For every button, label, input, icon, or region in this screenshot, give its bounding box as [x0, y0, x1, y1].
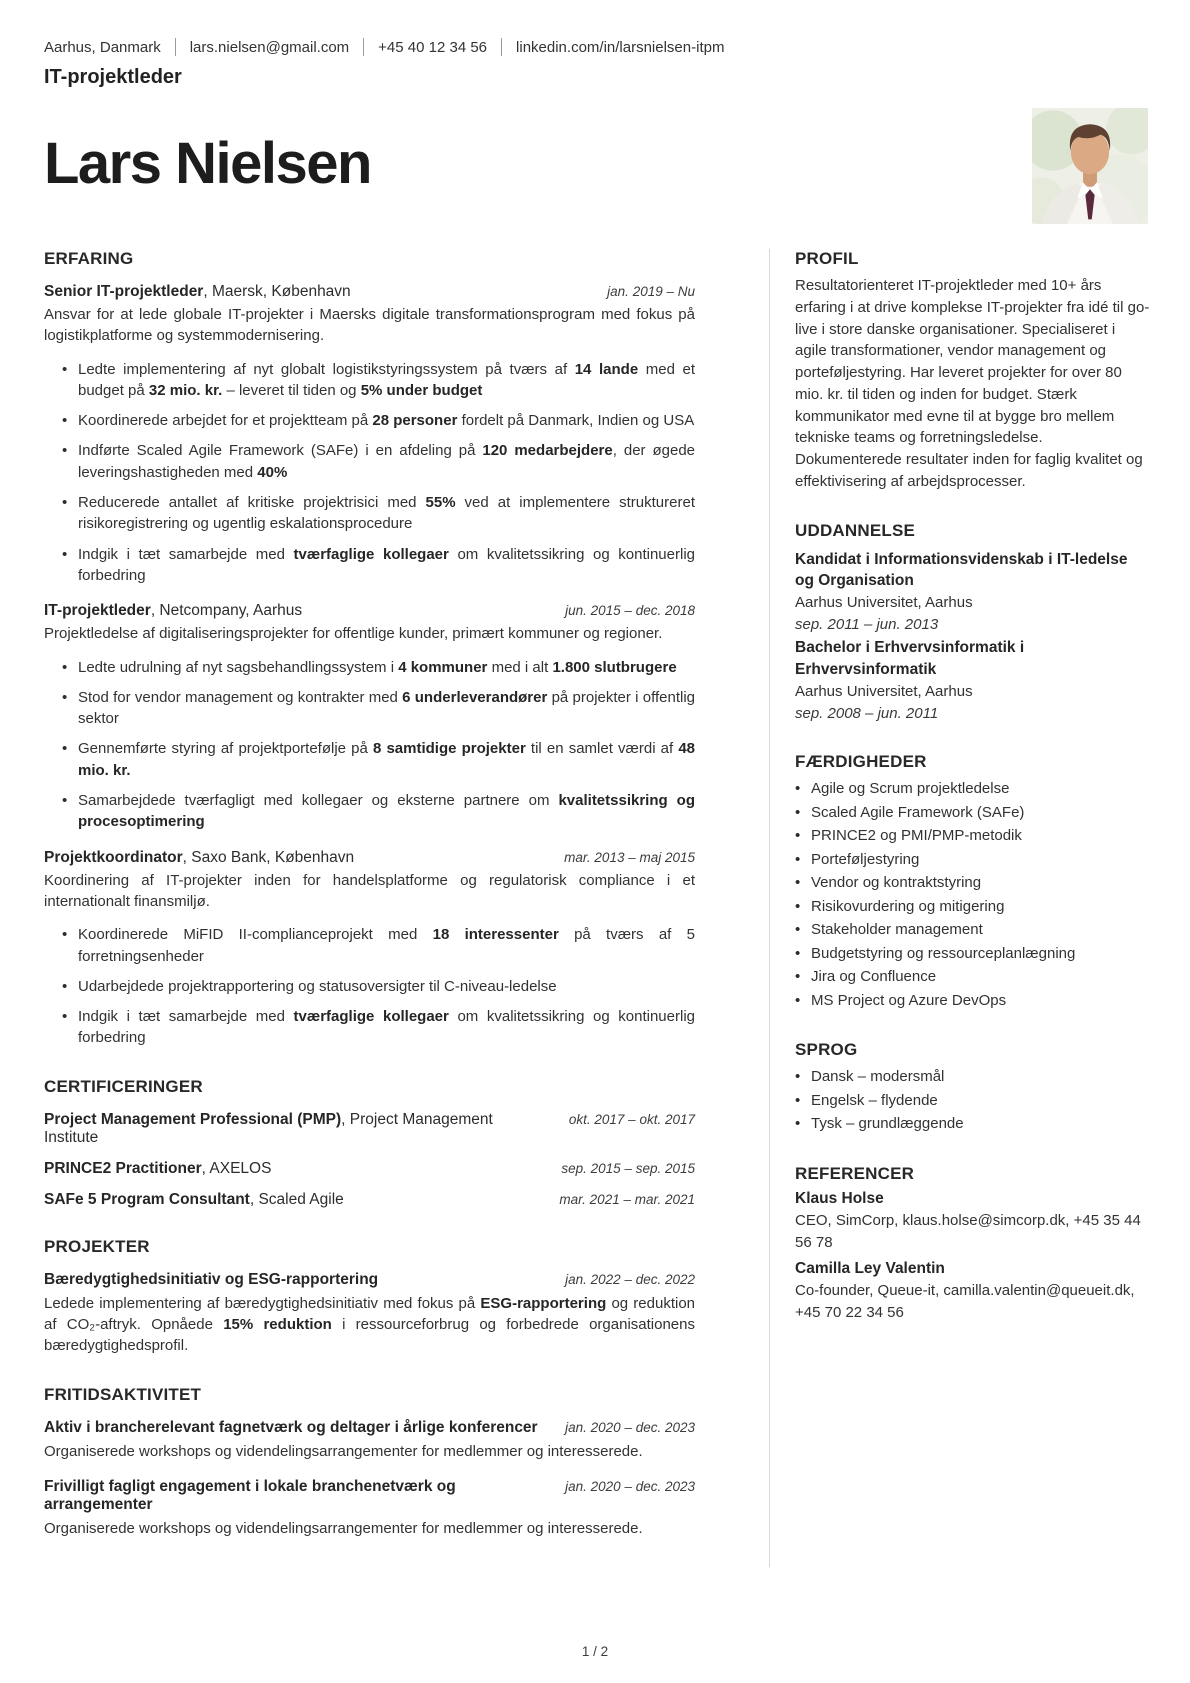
activity-description: Organiserede workshops og videndelingsarrangementer for medlemmer og interesserede.: [44, 1442, 643, 1460]
list-item: • Budgetstyring og ressourceplanlægning: [795, 943, 1150, 966]
list-item: • Udarbejdede projektrapportering og statusoversigter til C-niveau-ledelse: [62, 976, 695, 997]
list-item: • Stakeholder management: [795, 919, 1150, 942]
activity-dates: jan. 2020 – dec. 2023: [565, 1478, 695, 1494]
contact-email: lars.nielsen@gmail.com: [189, 38, 350, 56]
certification-issuer: , Scaled Agile: [249, 1190, 344, 1208]
job-role-subtitle: IT-projektleder: [44, 66, 182, 88]
list-item: • Ledte udrulning af nyt sagsbehandlingssystem i 4 kommuner med i alt 1.800 slutbrugere: [62, 657, 695, 678]
certification-title-line: [44, 1111, 551, 1147]
portrait-photo-illustration: [1032, 108, 1148, 224]
education-school: Aarhus Universitet, Aarhus: [795, 682, 973, 700]
section-heading-erfaring: ERFARING: [44, 249, 134, 268]
certification-name: PRINCE2 Practitioner: [44, 1159, 202, 1177]
section-heading-faerdigheder: FÆRDIGHEDER: [795, 752, 927, 772]
contact-location: Aarhus, Danmark: [44, 38, 161, 56]
list-item: • Engelsk – flydende: [795, 1090, 1150, 1113]
activity-entry: [44, 1478, 695, 1539]
page-title-name: Lars Nielsen: [44, 131, 371, 196]
activity-entry-head: [44, 1478, 695, 1514]
job-company: , Saxo Bank, København: [182, 848, 355, 866]
reference-details: Co-founder, Queue-it, camilla.valentin@queueit.dk, +45 70 22 34 56: [795, 1282, 1135, 1321]
languages-list: [795, 1066, 1150, 1136]
contact-separator: [363, 38, 364, 56]
certification-issuer: , Project Management Institute: [44, 1110, 493, 1146]
education-dates: sep. 2011 – jun. 2013: [795, 615, 939, 633]
certification-dates: okt. 2017 – okt. 2017: [568, 1111, 695, 1127]
section-referencer: [795, 1164, 1150, 1324]
job-intro: Projektledelse af digitaliseringsprojekter for offentlige kunder, primært kommuner og regioner.: [44, 625, 663, 643]
reference-name: Klaus Holse: [795, 1189, 884, 1207]
job-title: Senior IT-projektleder: [44, 283, 204, 300]
job-entry: [44, 283, 695, 586]
section-certificeringer: [44, 1077, 695, 1209]
list-item: • Reducerede antallet af kritiske projektrisici med 55% ved at implementere struktureret risikoregistrering og ugentlig eskalationsprocedure: [62, 492, 695, 535]
certification-name: Project Management Professional (PMP): [44, 1110, 342, 1128]
job-intro: Koordinering af IT-projekter inden for handelsplatforme og regulatorisk compliance i et internationalt finansmiljø.: [44, 871, 695, 910]
job-title-line: [44, 849, 354, 867]
job-bullet-list: [44, 359, 695, 587]
list-item: • PRINCE2 og PMI/PMP-metodik: [795, 825, 1150, 848]
section-erfaring: [44, 249, 695, 1049]
list-item: • Dansk – modersmål: [795, 1066, 1150, 1089]
job-title-line: [44, 602, 302, 620]
activity-dates: jan. 2020 – dec. 2023: [565, 1419, 695, 1435]
section-heading-referencer: REFERENCER: [795, 1163, 915, 1183]
list-item: • MS Project og Azure DevOps: [795, 990, 1150, 1013]
job-bullet-list: [44, 924, 695, 1048]
list-item: • Vendor og kontraktstyring: [795, 872, 1150, 895]
list-item: • Scaled Agile Framework (SAFe): [795, 802, 1150, 825]
section-uddannelse: [795, 521, 1150, 725]
job-title-line: [44, 283, 351, 301]
job-title: Projektkoordinator: [44, 848, 183, 866]
list-item: • Jira og Confluence: [795, 966, 1150, 989]
certification-title-line: [44, 1160, 271, 1178]
profile-text: Resultatorienteret IT-projektleder med 10+ års erfaring i at drive komplekse IT-projekter fra idé til go-live i store danske organisationer. Specialiseret i agile transformationer, vendor management og porteføljestyring. Har leveret projekter for over 80 mio. kr. til tiden og inden for budget. Stærk kommunikator med evne til at bygge bro mellem tekniske teams og forretningsledelse. Dokumenterede resultater inden for faglig kvalitet og effektivisering af arbejdsprocesser.: [795, 277, 1150, 490]
certification-issuer: , AXELOS: [201, 1159, 272, 1177]
section-profil: [795, 249, 1150, 493]
list-item: • Gennemførte styring af projektportefølje på 8 samtidige projekter til en samlet værdi af 48 mio. kr.: [62, 738, 695, 781]
list-item: • Indførte Scaled Agile Framework (SAFe) i en afdeling på 120 medarbejdere, der øgede leveringshastigheden med 40%: [62, 440, 695, 483]
certification-row: [44, 1160, 695, 1178]
section-projekter: [44, 1237, 695, 1357]
contact-separator: [501, 38, 502, 56]
list-item: • Porteføljestyring: [795, 849, 1150, 872]
section-heading-profil: PROFIL: [795, 249, 859, 268]
activity-description: Organiserede workshops og videndelingsarrangementer for medlemmer og interesserede.: [44, 1519, 643, 1537]
right-column: [795, 249, 1150, 1567]
reference-entry: [795, 1258, 1150, 1324]
section-fritidsaktivitet: [44, 1385, 695, 1540]
certification-name: SAFe 5 Program Consultant: [44, 1190, 250, 1208]
job-dates: jan. 2019 – Nu: [607, 284, 695, 299]
certification-dates: sep. 2015 – sep. 2015: [561, 1160, 695, 1176]
content-columns: [44, 249, 1150, 1567]
certification-row: [44, 1111, 695, 1147]
certification-dates: mar. 2021 – mar. 2021: [559, 1191, 695, 1207]
education-school: Aarhus Universitet, Aarhus: [795, 593, 973, 611]
section-sprog: [795, 1040, 1150, 1136]
project-description: Ledede implementering af bæredygtighedsinitiativ med fokus på ESG-rapportering og reduktion af CO₂-aftryk. Opnåede 15% reduktion i ressourceforbrug og forbedrede organisationens bæredygtighedsprofil.: [44, 1294, 696, 1355]
job-company: , Maersk, København: [203, 283, 351, 300]
job-title: IT-projektleder: [44, 602, 151, 620]
job-entry: [44, 849, 695, 1049]
project-entry: [44, 1271, 695, 1357]
job-company: , Netcompany, Aarhus: [150, 602, 303, 620]
list-item: • Koordinerede arbejdet for et projektteam på 28 personer fordelt på Danmark, Indien og USA: [62, 410, 695, 431]
list-item: • Indgik i tæt samarbejde med tværfaglige kollegaer om kvalitetssikring og kontinuerlig forbedring: [62, 1006, 695, 1049]
activity-title: Aktiv i brancherelevant fagnetværk og deltager i årlige konferencer: [44, 1418, 538, 1436]
job-intro: Ansvar for at lede globale IT-projekter i Maersks digitale transformationsprogram med fokus på logistikplatforme og systemmodernisering.: [44, 306, 695, 345]
job-dates: jun. 2015 – dec. 2018: [565, 603, 695, 619]
list-item: • Ledte implementering af nyt globalt logistikstyringssystem på tværs af 14 lande med et budget på 32 mio. kr. – leveret til tiden og 5% under budget: [62, 359, 695, 402]
list-item: • Koordinerede MiFID II-complianceprojekt med 18 interessenter på tværs af 5 forretningsenheder: [62, 924, 695, 967]
contact-separator: [175, 38, 176, 56]
left-column: [44, 249, 695, 1567]
project-title: Bæredygtighedsinitiativ og ESG-rapportering: [44, 1270, 379, 1288]
activity-entry-head: [44, 1419, 695, 1437]
education-entry: [795, 549, 1150, 636]
list-item: • Risikovurdering og mitigering: [795, 896, 1150, 919]
project-entry-head: [44, 1271, 695, 1289]
section-heading-sprog: SPROG: [795, 1040, 858, 1060]
section-heading-projekter: PROJEKTER: [44, 1236, 150, 1256]
column-divider: [769, 249, 770, 1567]
job-bullet-list: [44, 657, 695, 833]
list-item: • Stod for vendor management og kontrakter med 6 underleverandører på projekter i offentlig sektor: [62, 687, 695, 730]
section-heading-uddannelse: UDDANNELSE: [795, 520, 916, 540]
reference-entry: [795, 1188, 1150, 1254]
activity-entry: [44, 1419, 695, 1462]
portrait-photo: [1032, 108, 1148, 224]
education-degree: Kandidat i Informationsvidenskab i IT-ledelse og Organisation: [795, 550, 1128, 590]
section-faerdigheder: [795, 752, 1150, 1012]
job-dates: mar. 2013 – maj 2015: [564, 849, 695, 865]
list-item: • Agile og Scrum projektledelse: [795, 778, 1150, 801]
reference-name: Camilla Ley Valentin: [795, 1259, 945, 1277]
education-entry: [795, 637, 1150, 724]
education-dates: sep. 2008 – jun. 2011: [795, 704, 939, 722]
job-entry-head: [44, 283, 695, 301]
contact-row: [44, 38, 1150, 56]
list-item: • Indgik i tæt samarbejde med tværfaglige kollegaer om kvalitetssikring og kontinuerlig forbedring: [62, 544, 695, 587]
contact-phone: +45 40 12 34 56: [378, 38, 488, 56]
page-number: 1 / 2: [581, 1644, 609, 1659]
activity-title: Frivilligt fagligt engagement i lokale branchenetværk og arrangementer: [44, 1477, 456, 1513]
section-heading-certificeringer: CERTIFICERINGER: [44, 1076, 203, 1096]
job-entry: [44, 602, 695, 832]
reference-details: CEO, SimCorp, klaus.holse@simcorp.dk, +45 35 44 56 78: [795, 1212, 1141, 1251]
job-entry-head: [44, 849, 695, 867]
job-entry-head: [44, 602, 695, 620]
contact-linkedin: linkedin.com/in/larsnielsen-itpm: [516, 38, 725, 56]
section-heading-fritidsaktivitet: FRITIDSAKTIVITET: [44, 1384, 202, 1404]
certification-row: [44, 1191, 695, 1209]
list-item: • Tysk – grundlæggende: [795, 1113, 1150, 1136]
list-item: • Samarbejdede tværfagligt med kollegaer og eksterne partnere om kvalitetssikring og procesoptimering: [62, 790, 695, 833]
education-degree: Bachelor i Erhvervsinformatik i Erhvervsinformatik: [795, 639, 1025, 679]
project-dates: jan. 2022 – dec. 2022: [565, 1271, 695, 1287]
certification-title-line: [44, 1191, 344, 1209]
skills-list: [795, 778, 1150, 1012]
